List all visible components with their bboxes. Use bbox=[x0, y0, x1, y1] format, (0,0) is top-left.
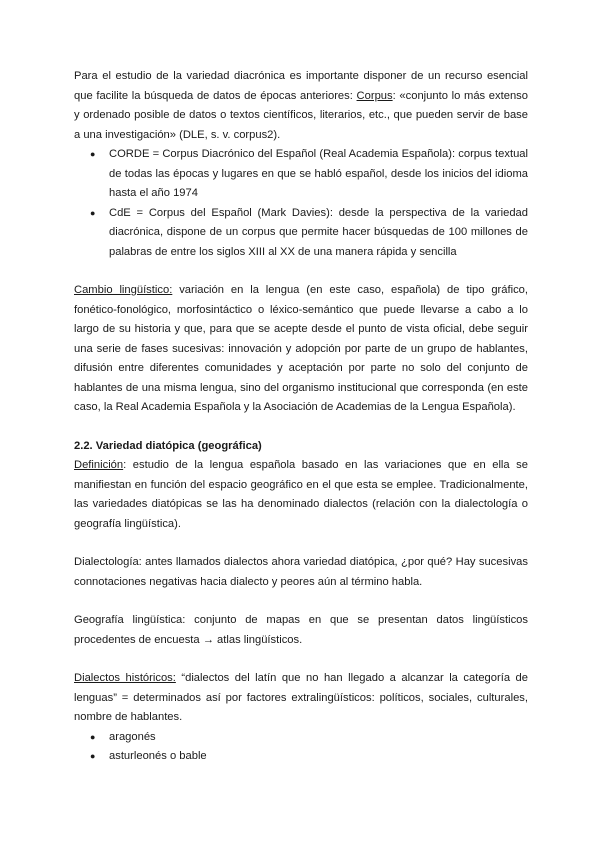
bullet-icon: ● bbox=[90, 149, 96, 159]
dialectos-paragraph bbox=[74, 669, 528, 728]
spacer bbox=[74, 592, 528, 611]
intro-text-before: Para el estudio de la variedad diacrónica es importante disponer de un recurso esencial que facilite la búsqueda de datos de épocas anteriores: bbox=[74, 70, 528, 102]
dialectos-term: Dialectos históricos: bbox=[74, 672, 176, 684]
cambio-text: variación en la lengua (en este caso, española) de tipo gráfico, fonético-fonológico, morfosintáctico o léxico-semántico que puede llevarse a cabo a lo largo de su historia y que, para que se acepte desde el punto de vista oficial, debe seguir una serie de fases sucesivas: innovación y adopción por parte de un grupo de hablantes, difusión entre diferentes comunidades y aceptación por parte no solo del conjunto de hablantes de una misma lengua, sino del organismo institucional que corresponda (en este caso, la Real Academia Española y la Asociación de Academias de la Lengua Española). bbox=[74, 284, 529, 413]
document-page bbox=[74, 67, 528, 767]
cambio-paragraph bbox=[74, 281, 528, 418]
list-item bbox=[74, 204, 528, 263]
geografia-paragraph: Geografía lingüística: conjunto de mapas en que se presentan datos lingüísticos procedentes de encuesta → atlas lingüísticos. bbox=[74, 614, 528, 646]
dialectos-list bbox=[74, 728, 528, 767]
section-heading: 2.2. Variedad diatópica (geográfica) bbox=[74, 439, 262, 452]
dialectologia-paragraph: Dialectología: antes llamados dialectos ahora variedad diatópica, ¿por qué? Hay sucesivas connotaciones negativas hacia dialecto y peores aún al término habla. bbox=[74, 556, 528, 588]
list-item-text: asturleonés o bable bbox=[109, 750, 207, 762]
cambio-term: Cambio lingüístico: bbox=[74, 284, 173, 296]
bullet-icon: ● bbox=[90, 751, 96, 761]
definition-text: : estudio de la lengua española basado en las variaciones que en ella se manifiestan en función del espacio geográfico en el que esta se emplee. Tradicionalmente, las variedades diatópicas se las ha denominado dialectos (relación con la dialectología o geografía lingüística). bbox=[74, 459, 528, 530]
list-item bbox=[74, 145, 528, 204]
corpus-term: Corpus bbox=[356, 89, 393, 102]
list-item bbox=[74, 728, 528, 748]
spacer bbox=[74, 534, 528, 553]
intro-paragraph bbox=[74, 67, 528, 145]
bullet-icon: ● bbox=[90, 207, 96, 218]
spacer bbox=[74, 650, 528, 669]
definition-paragraph bbox=[74, 456, 528, 534]
dialectos-text: “dialectos del latín que no han llegado a alcanzar la categoría de lenguas” = determinados así por factores extralingüísticos: políticos, sociales, culturales, nombre de hablantes. bbox=[74, 672, 528, 723]
list-item bbox=[74, 747, 528, 767]
intro-text-after: : «conjunto lo más extenso y ordenado posible de datos o textos científicos, literarios, etc., que pueden servir de base a una investigación» (DLE, s. v. corpus2). bbox=[74, 89, 528, 141]
list-item-text: CdE = Corpus del Español (Mark Davies): desde la perspectiva de la variedad diacrónica, dispone de un corpus que permite hacer búsquedas de 100 millones de palabras de entre los siglos XIII al XX de una manera rápida y sencilla bbox=[109, 206, 528, 258]
spacer bbox=[74, 262, 528, 281]
definition-term: Definición bbox=[74, 459, 124, 471]
list-item-text: CORDE = Corpus Diacrónico del Español (Real Academia Española): corpus textual de todas las épocas y lugares en que se habló español, desde los inicios del idioma hasta el año 1974 bbox=[109, 148, 528, 199]
spacer bbox=[74, 418, 528, 437]
corpus-list bbox=[74, 145, 528, 262]
bullet-icon: ● bbox=[90, 731, 96, 742]
list-item-text: aragonés bbox=[109, 730, 156, 743]
